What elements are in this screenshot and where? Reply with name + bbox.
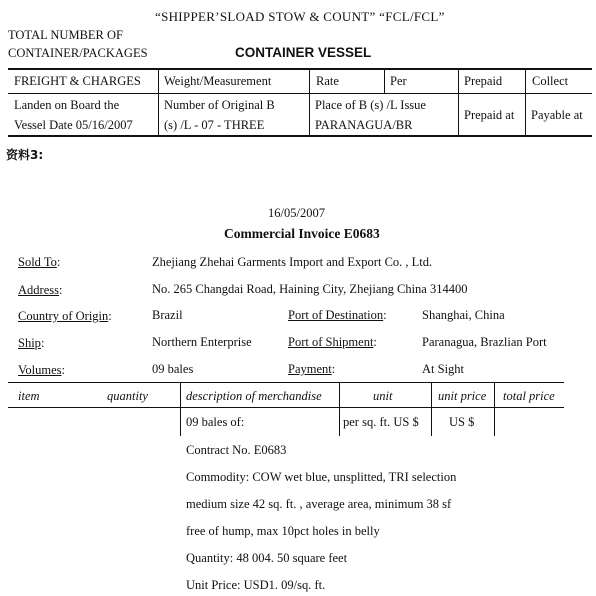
colon: :	[40, 336, 45, 350]
place-of-issue-text: Place of B (s) /L Issue	[315, 98, 426, 112]
container-packages-label: CONTAINER/PACKAGES	[8, 46, 148, 60]
ship-label: Ship	[18, 336, 41, 350]
origin-label: Country of Origin	[18, 309, 109, 323]
vessel-date-text: Vessel Date 05/16/2007	[14, 118, 133, 132]
unit-price-line: Unit Price: USD1. 09/sq. ft.	[186, 578, 326, 592]
origin-row	[18, 309, 112, 324]
place-of-issue-value: PARANAGUA/BR	[315, 118, 413, 132]
ship-row	[18, 336, 44, 351]
freight-table-top-border	[8, 68, 592, 70]
commodity-holes-line: free of hump, max 10pct holes in belly	[186, 524, 380, 538]
freight-header-weight: Weight/Measurement	[164, 74, 272, 88]
payment-value: At Sight	[422, 362, 465, 376]
goods-table-header-border	[8, 407, 564, 408]
container-vessel-label: CONTAINER VESSEL	[235, 45, 372, 60]
goods-header-quantity: quantity	[107, 389, 148, 403]
colon: :	[331, 362, 336, 376]
payable-at-text: Payable at	[531, 108, 583, 122]
volumes-value: 09 bales	[152, 362, 194, 376]
destination-value: Shanghai, China	[422, 308, 505, 322]
commodity-size-line: medium size 42 sq. ft. , average area, minimum 38 sf	[186, 497, 452, 511]
colon: :	[58, 283, 63, 297]
freight-col-divider	[384, 68, 385, 93]
freight-col-divider	[458, 68, 459, 136]
shipment-value: Paranagua, Brazlian Port	[422, 335, 547, 349]
goods-unit-first: per sq. ft. US $	[343, 415, 419, 429]
colon: :	[383, 308, 387, 322]
sold-to-row	[18, 255, 60, 270]
shipment-label: Port of Shipment	[288, 335, 374, 349]
freight-header-per: Per	[390, 74, 407, 88]
goods-header-item: item	[18, 389, 40, 403]
freight-col-divider	[158, 68, 159, 136]
total-number-label: TOTAL NUMBER OF	[8, 28, 123, 42]
payment-row	[288, 362, 335, 377]
freight-col-divider	[525, 68, 526, 136]
colon: :	[373, 335, 377, 349]
number-original-text: Number of Original B	[164, 98, 275, 112]
original-count-text: (s) /L - 07 - THREE	[164, 118, 265, 132]
destination-row	[288, 308, 387, 323]
payment-label: Payment	[288, 362, 332, 376]
ship-value: Northern Enterprise	[152, 335, 252, 349]
prepaid-at-text: Prepaid at	[464, 108, 515, 122]
goods-col-divider	[494, 382, 495, 436]
colon: :	[61, 363, 66, 377]
colon: :	[108, 309, 112, 323]
document-heading: “SHIPPER’SLOAD STOW & COUNT” “FCL/FCL”	[155, 9, 445, 24]
sold-to-label: Sold To	[18, 255, 57, 269]
goods-header-unit-price: unit price	[438, 389, 487, 403]
goods-description-first: 09 bales of:	[186, 415, 245, 429]
goods-col-divider	[431, 382, 432, 436]
goods-header-description: description of merchandise	[186, 389, 322, 403]
goods-table-top-border	[8, 382, 564, 383]
landen-on-board-text: Landen on Board the	[14, 98, 120, 112]
destination-label: Port of Destination	[288, 308, 384, 322]
invoice-date: 16/05/2007	[268, 206, 325, 220]
shipment-row	[288, 335, 377, 350]
address-value: No. 265 Changdai Road, Haining City, Zhejiang China 314400	[152, 282, 468, 296]
contract-number: Contract No. E0683	[186, 443, 287, 457]
goods-header-total-price: total price	[503, 389, 555, 403]
address-label: Address	[18, 283, 59, 297]
freight-table-mid-border	[8, 93, 592, 94]
invoice-title: Commercial Invoice E0683	[224, 226, 380, 241]
goods-unit-price-first: US $	[449, 415, 475, 429]
sold-to-value: Zhejiang Zhehai Garments Import and Export Co. , Ltd.	[152, 255, 433, 269]
quantity-line: Quantity: 48 004. 50 square feet	[186, 551, 348, 565]
goods-col-divider	[339, 382, 340, 436]
goods-col-divider	[180, 382, 181, 436]
freight-header-charges: FREIGHT & CHARGES	[14, 74, 141, 88]
volumes-label: Volumes	[18, 363, 62, 377]
section-label: 资料3:	[6, 148, 44, 162]
freight-header-collect: Collect	[532, 74, 569, 88]
goods-header-unit: unit	[373, 389, 393, 403]
colon: :	[56, 255, 61, 269]
origin-value: Brazil	[152, 308, 183, 322]
volumes-row	[18, 363, 65, 378]
address-row	[18, 283, 62, 298]
freight-header-rate: Rate	[316, 74, 339, 88]
commodity-line: Commodity: COW wet blue, unsplitted, TRI selection	[186, 470, 457, 484]
freight-col-divider	[309, 68, 310, 136]
freight-table-bottom-border	[8, 135, 592, 137]
freight-header-prepaid: Prepaid	[464, 74, 503, 88]
